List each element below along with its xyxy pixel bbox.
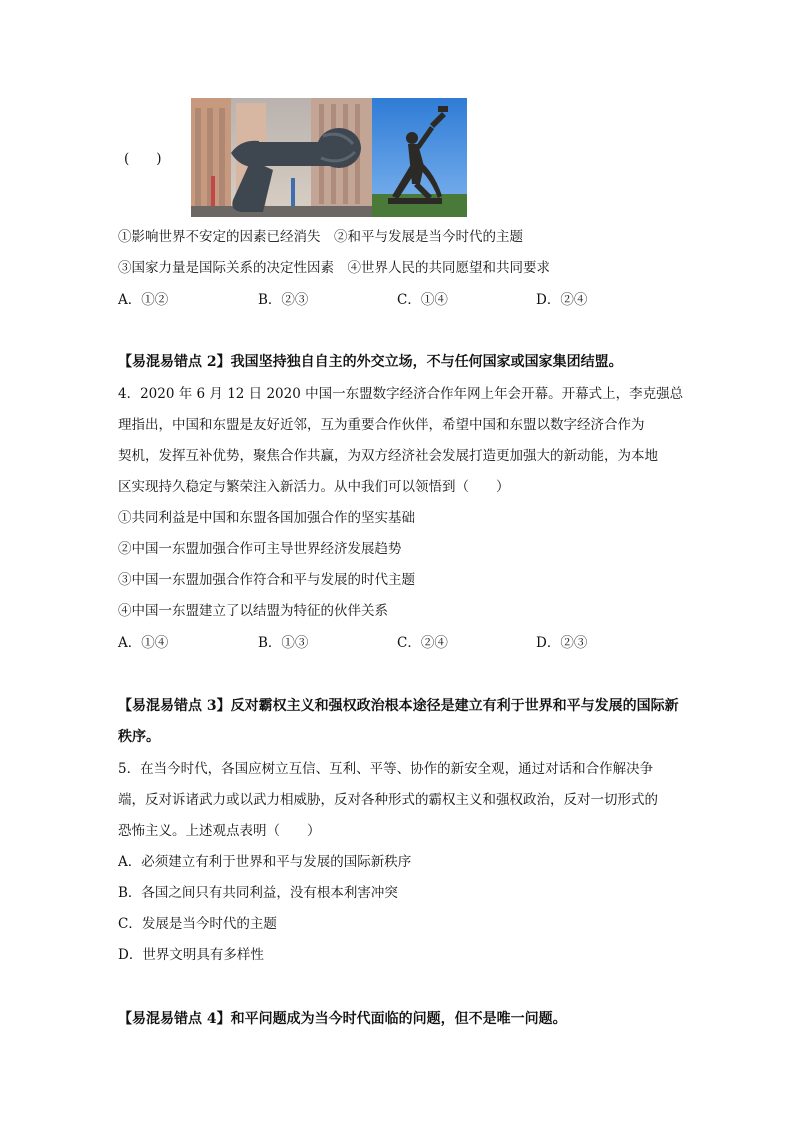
q3-statement: ①影响世界不安定的因素已经消失 ②和平与发展是当今时代的主题 bbox=[118, 229, 523, 245]
q4-statement: ③中国一东盟加强合作符合和平与发展的时代主题 bbox=[118, 572, 415, 588]
section-heading-point-3-cont: 秩序。 bbox=[118, 729, 160, 745]
q4-statement: ④中国一东盟建立了以结盟为特征的伙伴关系 bbox=[118, 603, 388, 619]
q5-option-c[interactable]: C．发展是当今时代的主题 bbox=[118, 916, 277, 932]
section-heading-point-2: 【易混易错点 2】我国坚持独自自主的外交立场，不与任何国家或国家集团结盟。 bbox=[118, 354, 623, 370]
q3-option-c[interactable]: C．①④ bbox=[397, 292, 448, 308]
q4-stem-line: 契机，发挥互补优势，聚焦合作共赢，为双方经济社会发展打造更加强大的新动能，为本地 bbox=[118, 448, 658, 464]
section-heading-point-4: 【易混易错点 4】和平问题成为当今时代面临的问题，但不是唯一问题。 bbox=[118, 1011, 567, 1027]
q4-statement: ②中国一东盟加强合作可主导世界经济发展趋势 bbox=[118, 541, 402, 557]
q5-option-d[interactable]: D．世界文明具有多样性 bbox=[118, 947, 264, 963]
q4-stem-line: 区实现持久稳定与繁荣注入新活力。从中我们可以领悟到（ ） bbox=[118, 479, 510, 495]
q3-option-d[interactable]: D．②④ bbox=[536, 292, 588, 308]
q3-option-b[interactable]: B．②③ bbox=[258, 292, 309, 308]
knotted-gun-sculpture-image bbox=[191, 98, 372, 217]
q3-statement: ③国家力量是国际关系的决定性因素 ④世界人民的共同愿望和共同要求 bbox=[118, 260, 550, 276]
q4-option-d[interactable]: D．②③ bbox=[536, 635, 588, 651]
q3-option-a[interactable]: A．①② bbox=[118, 292, 169, 308]
q4-stem-line: 4．2020 年 6 月 12 日 2020 中国一东盟数字经济合作年网上年会开幕。开幕式上，李克强总 bbox=[118, 386, 684, 402]
q5-option-a[interactable]: A．必须建立有利于世界和平与发展的国际新秩序 bbox=[118, 854, 412, 870]
q4-option-a[interactable]: A．①④ bbox=[118, 635, 169, 651]
q4-option-c[interactable]: C．②④ bbox=[397, 635, 448, 651]
q4-stem-line: 理指出，中国和东盟是友好近邻，互为重要合作伙伴，希望中国和东盟以数字经济合作为 bbox=[118, 417, 645, 433]
section-heading-point-3: 【易混易错点 3】反对霸权主义和强权政治根本途径是建立有利于世界和平与发展的国际新 bbox=[118, 698, 679, 714]
q5-stem-line: 端，反对诉诸武力或以武力相威胁，反对各种形式的霸权主义和强权政治，反对一切形式的 bbox=[118, 792, 658, 808]
q4-option-b[interactable]: B．①③ bbox=[258, 635, 309, 651]
q5-stem-line: 恐怖主义。上述观点表明（ ） bbox=[118, 823, 321, 839]
q4-statement: ①共同利益是中国和东盟各国加强合作的坚实基础 bbox=[118, 510, 415, 526]
q3-answer-blank: ( ) bbox=[124, 151, 162, 167]
q5-option-b[interactable]: B．各国之间只有共同利益，没有根本利害冲突 bbox=[118, 885, 398, 901]
q5-stem-line: 5．在当今时代，各国应树立互信、互利、平等、协作的新安全观，通过对话和合作解决争 bbox=[118, 761, 654, 777]
sword-to-plowshare-statue-image bbox=[372, 98, 467, 217]
